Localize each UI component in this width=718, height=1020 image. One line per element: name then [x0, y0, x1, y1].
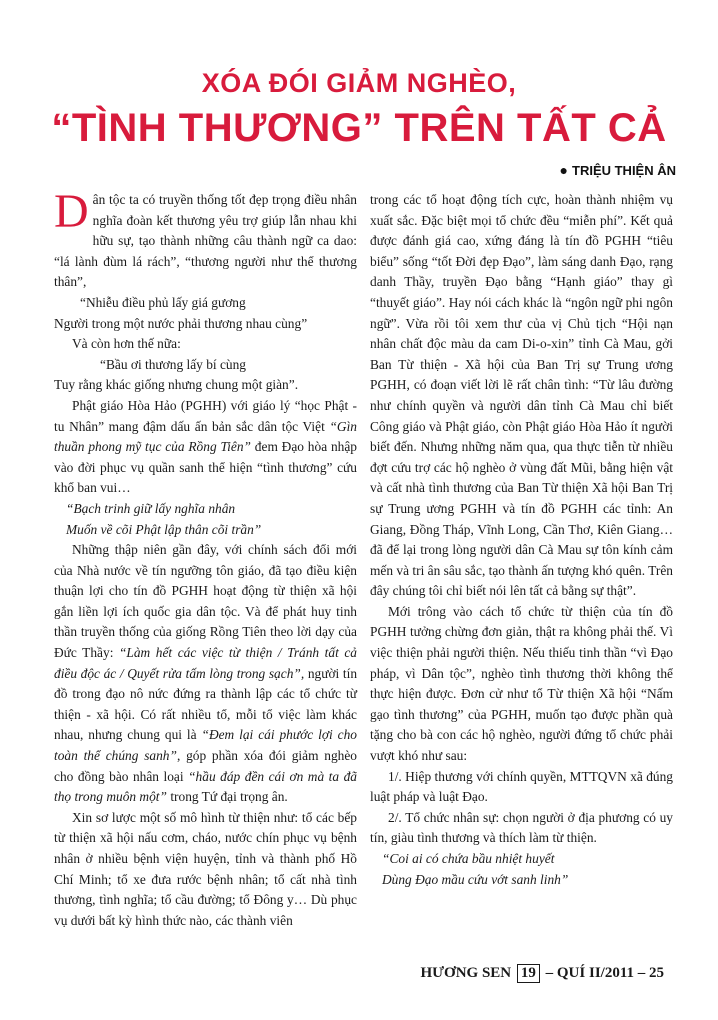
verse-line: “Nhiễu điều phủ lấy giá gương — [80, 294, 246, 310]
magazine-name: HƯƠNG SEN — [420, 965, 512, 981]
paragraph: Phật giáo Hòa Hảo (PGHH) với giáo lý “học Phật - tu Nhân” mang đậm dấu ấn bản sắc dân tộc Việt “Gìn thuần phong mỹ tục của Rồng Tiên” đem Đạo hòa nhập vào đời phục vụ quần sanh thể hiện “tình thương” cứu khổ ban vui… — [54, 397, 357, 496]
paragraph: 1/. Hiệp thương với chính quyền, MTTQVN xã đúng luật pháp và luật Đạo. — [370, 768, 673, 805]
paragraph: Xin sơ lược một số mô hình từ thiện như: tổ các bếp từ thiện xã hội nấu cơm, cháo, nước chín phục vụ bệnh nhân ở nhiều bệnh viện huyện, tỉnh và thành phố Hồ Chí Minh; tổ xe đưa rước bệnh nhân; tổ cất nhà tình thương, tình nghĩa; tổ cầu đường; tổ Đông y… Dù phục vụ dưới bất kỳ hình thức nào, các thành viên — [54, 809, 357, 928]
quote-line: Dùng Đạo mầu cứu vớt sanh linh” — [382, 871, 569, 887]
verse-line: “Bầu ơi thương lấy bí cùng — [100, 356, 247, 372]
page-footer — [420, 964, 664, 983]
title-line-2: “TÌNH THƯƠNG” TRÊN TẤT CẢ — [51, 106, 667, 150]
quote-line: Muốn về cõi Phật lập thân cõi trần” — [66, 521, 262, 537]
paragraph: Và còn hơn thế nữa: — [72, 336, 181, 352]
drop-cap: D — [54, 185, 89, 238]
intro-paragraph: Dân tộc ta có truyền thống tốt đẹp trọng điều nhân nghĩa đoàn kết thương yêu trợ giúp lẫn nhau khi hữu sự, tạo thành những câu thành ngữ ca dao: “lá lành đùm lá rách”, “thương người như thể thương thân”, — [54, 185, 357, 290]
issue-number: 19 — [517, 964, 540, 983]
verse-line: Người trong một nước phải thương nhau cùng” — [54, 315, 308, 331]
verse-line: Tuy rằng khác giống nhưng chung một giàn”. — [54, 377, 299, 393]
bullet-icon: ● — [559, 162, 568, 178]
paragraph: Những thập niên gần đây, với chính sách đổi mới của Nhà nước về tín ngưỡng tôn giáo, đã tạo điều kiện thuận lợi cho tín đồ PGHH hoạt động từ thiện xã hội gắn liền lợi ích quốc gia dân tộc. Và để phát huy tinh thần truyền thống của giống Rồng Tiên theo lời dạy của Đức Thầy: “Làm hết các việc từ thiện / Tránh tất cả điều độc ác / Quyết rửa tấm lòng trong sạch”, người tín đồ trong đạo nô nức đứng ra thành lập các tổ chức từ thiện - xã hội. Có rất nhiều tổ, mỗi tổ việc làm khác nhau, nhưng chung qui là “Đem lại cái phước lợi cho toàn thể chúng sanh”, góp phần xóa đói giảm nghèo cho đồng bào nhân loại “hầu đáp đền cái ơn mà ta đã thọ trong muôn một” trong Tứ đại trọng ân. — [54, 542, 358, 805]
author-byline — [560, 162, 676, 178]
right-column — [370, 190, 673, 890]
quote-line: “Bạch trinh giữ lấy nghĩa nhân — [66, 500, 236, 516]
footer-suffix: – QUÍ II/2011 – 25 — [545, 965, 664, 981]
left-column — [54, 185, 358, 931]
title-line-1: XÓA ĐÓI GIẢM NGHÈO, — [201, 68, 517, 98]
paragraph: 2/. Tổ chức nhân sự: chọn người ở địa phương có uy tín, giàu tình thương và thích làm từ thiện. — [370, 809, 673, 846]
quote-line: “Coi ai có chứa bầu nhiệt huyết — [382, 851, 555, 866]
paragraph: Mới trông vào cách tổ chức từ thiện của tín đồ PGHH tưởng chừng đơn giản, thật ra không phải thế. Vì việc thiện phải người thiện. Nếu thiếu tinh thần “vì Đạo pháp, vì Dân tộc”, nghèo tình thương thời không thể thực hiện được. Đơn cử như tổ Từ thiện Xã hội “Nấm gạo tình thương” của PGHH, muốn tạo được phần quà tặng cho bà con các hộ nghèo, người đứng tổ chức phải vượt khó như sau: — [370, 603, 673, 764]
paragraph: trong các tổ hoạt động tích cực, hoàn thành nhiệm vụ xuất sắc. Đặc biệt mọi tổ chức đều “miễn phí”. Kết quả được đánh giá cao, xứng đáng là tín đồ PGHH “tiêu biểu” sống “tốt Đời đẹp Đạo”, làm sáng danh Đạo, rạng danh Thầy, truyền Đạo bằng “Hạnh giáo” thay gì “thuyết giáo”. Hay nói cách khác là “ngôn ngữ phi ngôn ngữ”. Vừa rồi tôi xem thư của vị Chủ tịch “Hội nạn nhân chất độc màu da cam Di-o-xin” tỉnh Cà Mau, gởi Ban Từ thiện - Xã hội của Ban Trị sự Trung ương PGHH, có đoạn viết lời lẽ rất chân tình: “Từ lâu đường như chính quyền và người dân tỉnh Cà Mau chỉ biết Công giáo và Phật giáo, còn Phật giáo Hòa Hảo ít người biết đến. Nhưng những năm qua, qua thực tiễn từ nhiều đợt cứu trợ các hộ nghèo ở vùng đất Mũi, bằng hiện vật và cất nhà tình thương của Ban Từ thiện Xã hội Ban Trị sự Trung ương PGHH và tín đồ PGHH các tỉnh: An Giang, Đồng Tháp, Vĩnh Long, Cần Thơ, Kiên Giang… đã để lại trong lòng người dân Cà Mau sự tôn kính cảm mến và tri ân sâu sắc, tạo thành ấn tượng khó quên. Trên đây chúng tôi chỉ biết nói lên tất cả bằng sự thật”. — [370, 192, 673, 599]
author-name: TRIỆU THIỆN ÂN — [572, 163, 676, 178]
